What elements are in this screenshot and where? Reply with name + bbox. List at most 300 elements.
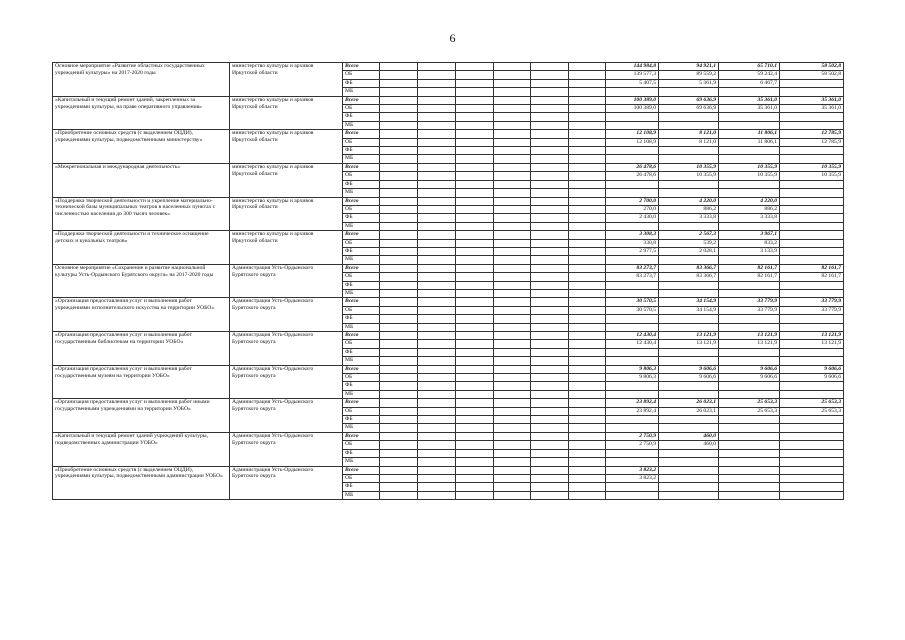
empty-cell bbox=[494, 458, 531, 466]
empty-cell bbox=[531, 155, 569, 163]
responsible-org: Администрация Усть-Ордынского Бурятского округа bbox=[230, 298, 343, 332]
amount-cell: 270,0 bbox=[606, 205, 659, 213]
amount-cell bbox=[719, 289, 780, 297]
empty-cell bbox=[531, 197, 569, 205]
empty-cell bbox=[531, 239, 569, 247]
empty-cell bbox=[531, 340, 569, 348]
empty-cell bbox=[494, 231, 531, 239]
amount-cell: 82 161,7 bbox=[719, 264, 780, 272]
empty-cell bbox=[494, 113, 531, 121]
table-row bbox=[53, 298, 844, 306]
amount-cell: 25 653,3 bbox=[719, 407, 780, 415]
amount-cell bbox=[659, 155, 719, 163]
amount-cell bbox=[780, 348, 844, 356]
empty-cell bbox=[456, 424, 494, 432]
empty-cell bbox=[569, 340, 606, 348]
empty-cell bbox=[418, 491, 456, 499]
amount-cell bbox=[780, 281, 844, 289]
empty-cell bbox=[380, 197, 418, 205]
empty-cell bbox=[531, 79, 569, 87]
responsible-org: Администрация Усть-Ордынского Бурятского округа bbox=[230, 365, 343, 399]
amount-cell: 10 355,9 bbox=[659, 172, 719, 180]
amount-cell: 2 430,0 bbox=[606, 214, 659, 222]
amount-cell bbox=[659, 180, 719, 188]
amount-cell: 10 355,9 bbox=[659, 163, 719, 171]
amount-cell bbox=[780, 147, 844, 155]
amount-cell bbox=[719, 382, 780, 390]
empty-cell bbox=[531, 113, 569, 121]
funding-source: МБ bbox=[343, 458, 380, 466]
empty-cell bbox=[494, 63, 531, 71]
page-number: 6 bbox=[449, 31, 456, 45]
empty-cell bbox=[569, 163, 606, 171]
amount-cell: 10 355,9 bbox=[719, 163, 780, 171]
empty-cell bbox=[531, 466, 569, 474]
amount-cell bbox=[606, 121, 659, 129]
empty-cell bbox=[418, 289, 456, 297]
amount-cell bbox=[606, 189, 659, 197]
empty-cell bbox=[569, 247, 606, 255]
amount-cell bbox=[659, 147, 719, 155]
empty-cell bbox=[456, 256, 494, 264]
amount-cell: 82 161,7 bbox=[780, 264, 844, 272]
empty-cell bbox=[418, 357, 456, 365]
funding-source: ФБ bbox=[343, 483, 380, 491]
empty-cell bbox=[456, 399, 494, 407]
amount-cell: 5 407,5 bbox=[606, 79, 659, 87]
empty-cell bbox=[494, 424, 531, 432]
amount-cell: 83 366,7 bbox=[659, 273, 719, 281]
empty-cell bbox=[531, 71, 569, 79]
empty-cell bbox=[380, 256, 418, 264]
empty-cell bbox=[380, 357, 418, 365]
amount-cell: 12 785,9 bbox=[780, 130, 844, 138]
empty-cell bbox=[456, 231, 494, 239]
empty-cell bbox=[456, 416, 494, 424]
empty-cell bbox=[418, 306, 456, 314]
amount-cell: 886,2 bbox=[659, 205, 719, 213]
empty-cell bbox=[380, 491, 418, 499]
empty-cell bbox=[531, 205, 569, 213]
funding-source: ОБ bbox=[343, 407, 380, 415]
budget-table bbox=[52, 62, 844, 500]
empty-cell bbox=[418, 63, 456, 71]
empty-cell bbox=[531, 256, 569, 264]
empty-cell bbox=[569, 96, 606, 104]
empty-cell bbox=[569, 483, 606, 491]
empty-cell bbox=[456, 365, 494, 373]
empty-cell bbox=[494, 357, 531, 365]
amount-cell: 30 570,5 bbox=[606, 298, 659, 306]
empty-cell bbox=[380, 172, 418, 180]
empty-cell bbox=[569, 281, 606, 289]
empty-cell bbox=[380, 214, 418, 222]
empty-cell bbox=[531, 491, 569, 499]
empty-cell bbox=[418, 256, 456, 264]
amount-cell: 26 478,6 bbox=[606, 172, 659, 180]
funding-source: ОБ bbox=[343, 474, 380, 482]
amount-cell bbox=[659, 113, 719, 121]
empty-cell bbox=[569, 113, 606, 121]
empty-cell bbox=[418, 222, 456, 230]
amount-cell: 460,0 bbox=[659, 432, 719, 440]
empty-cell bbox=[494, 416, 531, 424]
empty-cell bbox=[456, 155, 494, 163]
amount-cell: 8 121,0 bbox=[659, 130, 719, 138]
amount-cell: 25 653,3 bbox=[780, 407, 844, 415]
amount-cell: 82 161,7 bbox=[719, 273, 780, 281]
empty-cell bbox=[494, 264, 531, 272]
amount-cell bbox=[659, 491, 719, 499]
empty-cell bbox=[569, 315, 606, 323]
empty-cell bbox=[418, 449, 456, 457]
amount-cell: 9 806,3 bbox=[606, 365, 659, 373]
empty-cell bbox=[531, 180, 569, 188]
funding-source: ФБ bbox=[343, 449, 380, 457]
amount-cell bbox=[719, 281, 780, 289]
empty-cell bbox=[494, 483, 531, 491]
empty-cell bbox=[418, 407, 456, 415]
measure-description: Основное мероприятие «Развитие областных государственных учреждений культуры» на 2017-2020 годы bbox=[53, 63, 230, 97]
empty-cell bbox=[494, 491, 531, 499]
empty-cell bbox=[531, 273, 569, 281]
empty-cell bbox=[380, 332, 418, 340]
funding-source: МБ bbox=[343, 155, 380, 163]
amount-cell: 12 108,9 bbox=[606, 130, 659, 138]
amount-cell: 9 606,6 bbox=[659, 365, 719, 373]
amount-cell: 83 273,7 bbox=[606, 264, 659, 272]
amount-cell bbox=[659, 458, 719, 466]
amount-cell: 26 478,6 bbox=[606, 163, 659, 171]
empty-cell bbox=[418, 399, 456, 407]
empty-cell bbox=[418, 332, 456, 340]
empty-cell bbox=[418, 474, 456, 482]
funding-source: МБ bbox=[343, 189, 380, 197]
table-body bbox=[53, 63, 844, 500]
amount-cell bbox=[719, 256, 780, 264]
amount-cell bbox=[780, 247, 844, 255]
funding-source: Всего bbox=[343, 163, 380, 171]
amount-cell bbox=[719, 113, 780, 121]
empty-cell bbox=[494, 449, 531, 457]
empty-cell bbox=[380, 205, 418, 213]
amount-cell: 33 779,9 bbox=[719, 306, 780, 314]
empty-cell bbox=[531, 348, 569, 356]
empty-cell bbox=[531, 281, 569, 289]
empty-cell bbox=[569, 306, 606, 314]
empty-cell bbox=[418, 231, 456, 239]
empty-cell bbox=[494, 256, 531, 264]
amount-cell: 35 361,0 bbox=[780, 96, 844, 104]
amount-cell bbox=[606, 382, 659, 390]
empty-cell bbox=[531, 407, 569, 415]
empty-cell bbox=[494, 205, 531, 213]
amount-cell bbox=[780, 449, 844, 457]
amount-cell bbox=[659, 323, 719, 331]
funding-source: ОБ bbox=[343, 172, 380, 180]
amount-cell bbox=[719, 189, 780, 197]
amount-cell: 11 806,1 bbox=[719, 130, 780, 138]
amount-cell: 4 220,0 bbox=[659, 197, 719, 205]
empty-cell bbox=[494, 432, 531, 440]
amount-cell: 23 892,4 bbox=[606, 407, 659, 415]
empty-cell bbox=[418, 466, 456, 474]
responsible-org: министерство культуры и архивов Иркутской области bbox=[230, 231, 343, 265]
empty-cell bbox=[531, 374, 569, 382]
responsible-org: министерство культуры и архивов Иркутской области bbox=[230, 197, 343, 231]
amount-cell: 12 108,9 bbox=[606, 138, 659, 146]
amount-cell: 11 806,1 bbox=[719, 138, 780, 146]
amount-cell: 6 467,7 bbox=[719, 79, 780, 87]
table-row bbox=[53, 96, 844, 104]
amount-cell bbox=[659, 189, 719, 197]
empty-cell bbox=[569, 273, 606, 281]
measure-description: «Поддержка творческой деятельности и техническое оснащение детских и кукольных театров» bbox=[53, 231, 230, 265]
empty-cell bbox=[569, 374, 606, 382]
amount-cell bbox=[719, 390, 780, 398]
responsible-org: Администрация Усть-Ордынского Бурятского округа bbox=[230, 332, 343, 366]
measure-description: «Приобретение основных средств (с выделением ОЦДИ), учреждениями культуры, подведомственными министерству» bbox=[53, 130, 230, 164]
empty-cell bbox=[569, 424, 606, 432]
funding-source: ФБ bbox=[343, 113, 380, 121]
funding-source: Всего bbox=[343, 399, 380, 407]
empty-cell bbox=[456, 281, 494, 289]
amount-cell bbox=[719, 441, 780, 449]
funding-source: Всего bbox=[343, 466, 380, 474]
empty-cell bbox=[418, 281, 456, 289]
amount-cell bbox=[659, 315, 719, 323]
amount-cell bbox=[780, 239, 844, 247]
responsible-org: министерство культуры и архивов Иркутской области bbox=[230, 96, 343, 130]
empty-cell bbox=[494, 289, 531, 297]
empty-cell bbox=[569, 130, 606, 138]
amount-cell bbox=[606, 281, 659, 289]
amount-cell bbox=[719, 180, 780, 188]
amount-cell bbox=[659, 382, 719, 390]
empty-cell bbox=[380, 458, 418, 466]
empty-cell bbox=[569, 189, 606, 197]
empty-cell bbox=[380, 449, 418, 457]
amount-cell bbox=[719, 483, 780, 491]
empty-cell bbox=[380, 416, 418, 424]
empty-cell bbox=[418, 113, 456, 121]
empty-cell bbox=[380, 399, 418, 407]
empty-cell bbox=[456, 458, 494, 466]
table-row bbox=[53, 332, 844, 340]
empty-cell bbox=[569, 441, 606, 449]
empty-cell bbox=[494, 281, 531, 289]
empty-cell bbox=[569, 88, 606, 96]
empty-cell bbox=[418, 424, 456, 432]
empty-cell bbox=[494, 323, 531, 331]
empty-cell bbox=[418, 214, 456, 222]
amount-cell bbox=[780, 483, 844, 491]
amount-cell: 33 779,9 bbox=[780, 306, 844, 314]
amount-cell bbox=[719, 357, 780, 365]
funding-source: ФБ bbox=[343, 247, 380, 255]
empty-cell bbox=[380, 365, 418, 373]
empty-cell bbox=[380, 71, 418, 79]
funding-source: ФБ bbox=[343, 348, 380, 356]
empty-cell bbox=[569, 332, 606, 340]
empty-cell bbox=[418, 348, 456, 356]
empty-cell bbox=[494, 197, 531, 205]
funding-source: МБ bbox=[343, 491, 380, 499]
empty-cell bbox=[456, 340, 494, 348]
measure-description: «Приобретение основных средств (с выделением ОЦДИ), учреждениями культуры, подведомственными администрации УОБО» bbox=[53, 466, 230, 500]
empty-cell bbox=[456, 432, 494, 440]
amount-cell bbox=[780, 180, 844, 188]
empty-cell bbox=[418, 298, 456, 306]
empty-cell bbox=[418, 180, 456, 188]
empty-cell bbox=[531, 189, 569, 197]
amount-cell: 3 967,1 bbox=[719, 231, 780, 239]
empty-cell bbox=[569, 63, 606, 71]
amount-cell bbox=[659, 256, 719, 264]
empty-cell bbox=[418, 441, 456, 449]
empty-cell bbox=[569, 390, 606, 398]
empty-cell bbox=[418, 105, 456, 113]
amount-cell: 26 023,1 bbox=[659, 399, 719, 407]
amount-cell: 12 430,4 bbox=[606, 332, 659, 340]
empty-cell bbox=[418, 96, 456, 104]
empty-cell bbox=[418, 138, 456, 146]
empty-cell bbox=[494, 180, 531, 188]
empty-cell bbox=[531, 298, 569, 306]
amount-cell: 59 242,4 bbox=[719, 71, 780, 79]
funding-source: ОБ bbox=[343, 374, 380, 382]
empty-cell bbox=[531, 315, 569, 323]
empty-cell bbox=[531, 357, 569, 365]
amount-cell: 4 220,0 bbox=[719, 197, 780, 205]
empty-cell bbox=[569, 256, 606, 264]
empty-cell bbox=[494, 374, 531, 382]
empty-cell bbox=[531, 63, 569, 71]
amount-cell bbox=[606, 256, 659, 264]
amount-cell bbox=[659, 121, 719, 129]
amount-cell: 3 333,8 bbox=[659, 214, 719, 222]
amount-cell: 886,2 bbox=[719, 205, 780, 213]
empty-cell bbox=[494, 239, 531, 247]
empty-cell bbox=[494, 306, 531, 314]
empty-cell bbox=[456, 374, 494, 382]
funding-source: ОБ bbox=[343, 441, 380, 449]
empty-cell bbox=[531, 432, 569, 440]
empty-cell bbox=[531, 289, 569, 297]
empty-cell bbox=[456, 332, 494, 340]
amount-cell: 2 750,9 bbox=[606, 441, 659, 449]
amount-cell bbox=[719, 458, 780, 466]
amount-cell bbox=[719, 121, 780, 129]
amount-cell bbox=[780, 256, 844, 264]
empty-cell bbox=[569, 474, 606, 482]
responsible-org: Администрация Усть-Ордынского Бурятского округа bbox=[230, 432, 343, 466]
empty-cell bbox=[418, 315, 456, 323]
empty-cell bbox=[380, 298, 418, 306]
funding-source: ФБ bbox=[343, 79, 380, 87]
empty-cell bbox=[456, 71, 494, 79]
empty-cell bbox=[418, 390, 456, 398]
amount-cell bbox=[780, 79, 844, 87]
empty-cell bbox=[456, 449, 494, 457]
amount-cell bbox=[659, 416, 719, 424]
empty-cell bbox=[418, 121, 456, 129]
empty-cell bbox=[380, 466, 418, 474]
amount-cell bbox=[606, 449, 659, 457]
amount-cell bbox=[780, 416, 844, 424]
empty-cell bbox=[456, 441, 494, 449]
empty-cell bbox=[531, 332, 569, 340]
amount-cell bbox=[659, 88, 719, 96]
funding-source: МБ bbox=[343, 289, 380, 297]
amount-cell: 35 361,0 bbox=[780, 105, 844, 113]
amount-cell bbox=[606, 390, 659, 398]
empty-cell bbox=[456, 113, 494, 121]
empty-cell bbox=[380, 474, 418, 482]
empty-cell bbox=[569, 155, 606, 163]
responsible-org: министерство культуры и архивов Иркутской области bbox=[230, 63, 343, 97]
amount-cell bbox=[719, 88, 780, 96]
amount-cell bbox=[606, 315, 659, 323]
table-row bbox=[53, 130, 844, 138]
funding-source: Всего bbox=[343, 96, 380, 104]
empty-cell bbox=[531, 88, 569, 96]
amount-cell bbox=[780, 222, 844, 230]
amount-cell: 3 133,9 bbox=[719, 247, 780, 255]
amount-cell: 9 606,6 bbox=[780, 374, 844, 382]
amount-cell: 94 921,1 bbox=[659, 63, 719, 71]
empty-cell bbox=[380, 222, 418, 230]
empty-cell bbox=[569, 458, 606, 466]
amount-cell bbox=[659, 466, 719, 474]
amount-cell: 5 361,9 bbox=[659, 79, 719, 87]
amount-cell bbox=[780, 197, 844, 205]
amount-cell: 23 892,4 bbox=[606, 399, 659, 407]
empty-cell bbox=[494, 399, 531, 407]
empty-cell bbox=[456, 390, 494, 398]
amount-cell bbox=[719, 155, 780, 163]
empty-cell bbox=[531, 323, 569, 331]
amount-cell: 330,8 bbox=[606, 239, 659, 247]
responsible-org: Администрация Усть-Ордынского Бурятского округа bbox=[230, 264, 343, 298]
amount-cell bbox=[719, 466, 780, 474]
empty-cell bbox=[418, 79, 456, 87]
amount-cell: 3 308,3 bbox=[606, 231, 659, 239]
empty-cell bbox=[456, 474, 494, 482]
amount-cell bbox=[719, 491, 780, 499]
amount-cell bbox=[719, 147, 780, 155]
funding-source: МБ bbox=[343, 88, 380, 96]
empty-cell bbox=[380, 247, 418, 255]
table-row bbox=[53, 163, 844, 171]
funding-source: МБ bbox=[343, 323, 380, 331]
amount-cell: 100 389,0 bbox=[606, 105, 659, 113]
empty-cell bbox=[456, 147, 494, 155]
empty-cell bbox=[494, 88, 531, 96]
amount-cell: 13 121,9 bbox=[780, 332, 844, 340]
amount-cell: 69 636,9 bbox=[659, 105, 719, 113]
empty-cell bbox=[456, 138, 494, 146]
empty-cell bbox=[531, 214, 569, 222]
amount-cell bbox=[780, 323, 844, 331]
empty-cell bbox=[456, 197, 494, 205]
amount-cell: 833,2 bbox=[719, 239, 780, 247]
amount-cell: 10 355,9 bbox=[780, 172, 844, 180]
empty-cell bbox=[380, 147, 418, 155]
empty-cell bbox=[494, 189, 531, 197]
table-row bbox=[53, 466, 844, 474]
table-row bbox=[53, 399, 844, 407]
